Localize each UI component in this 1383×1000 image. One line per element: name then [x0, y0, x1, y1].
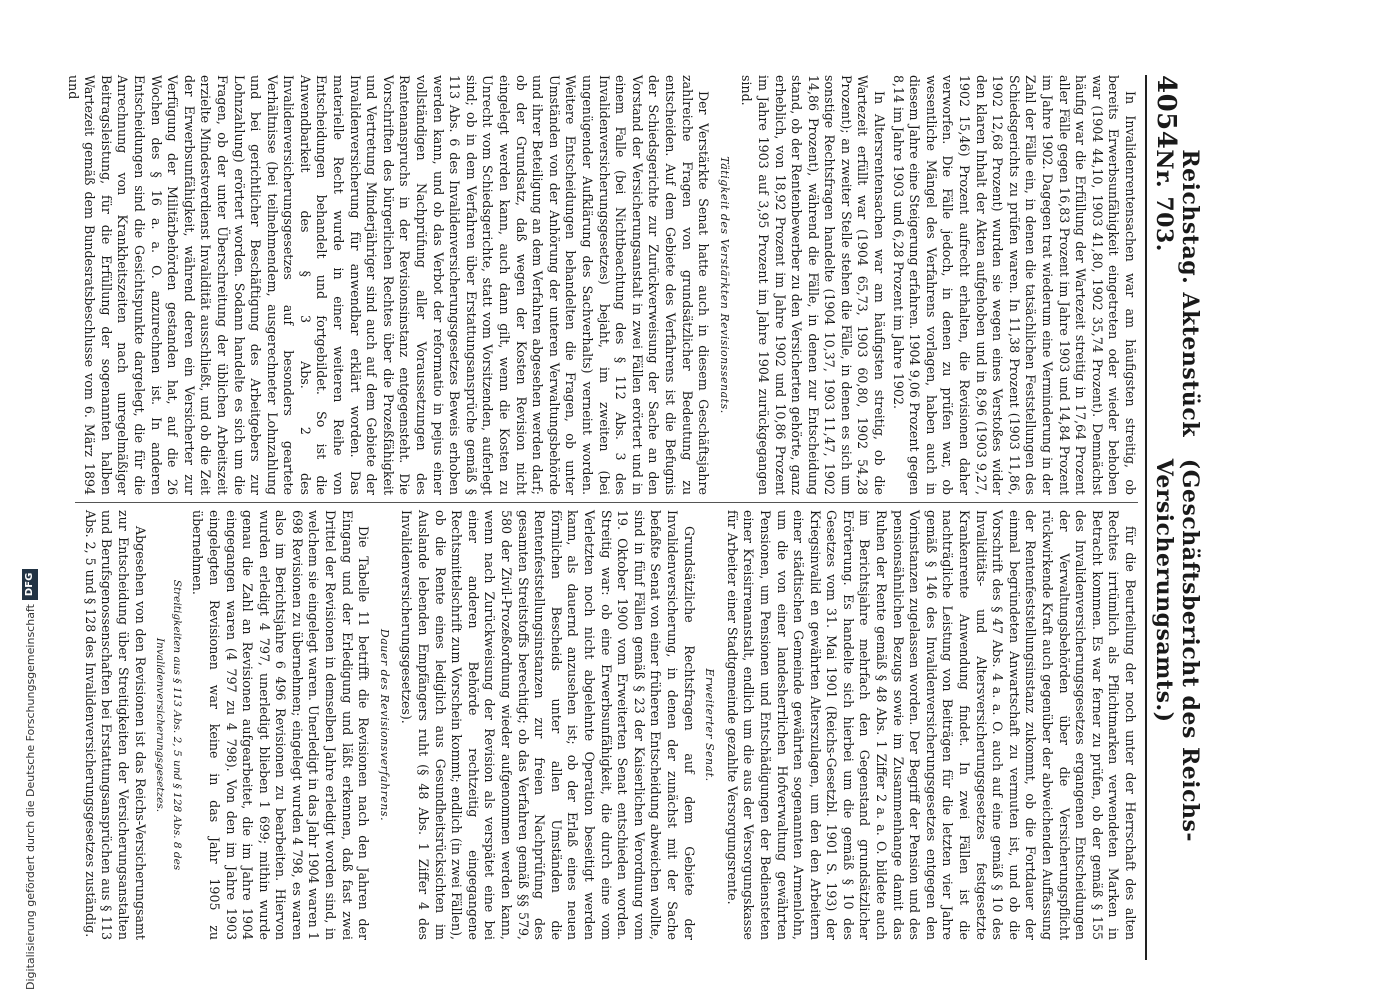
section-note: Streitigkeiten aus § 113 Abs. 2, 5 und § 128 Abs. 8 des Invalidenversicherungsgesetzes. [154, 579, 183, 871]
page-number: 4054 [1151, 75, 1181, 150]
paragraph: In Altersrentensachen war am häufigsten streitig, ob die Wartezeit erfüllt war (1904 65,73, 1903 60,80, 1902 54,28 Prozent); an zweiter Stelle stehen die Fälle, in denen es sich um sonstige Rechtsfragen handelte (1904 10,37, 1903 11,47, 1902 14,86 Prozent), während die Fälle, in denen zur Entscheidung stand, ob der Rentenbewerber zu den Versicherten gehörte, ganz erheblich, von 18,92 Prozent im Jahre 1902 und 10,86 Prozent im Jahre 1903 auf 3,95 Prozent im Jahre 1904 zurückgegangen sind. [739, 75, 888, 495]
digitization-credit [20, 0, 40, 990]
paragraph: In Invalidenrentensachen war am häufigsten streitig, ob bereits Erwerbsunfähigkeit eingetreten oder wieder behoben war (1904 44,10, 1903 41,80, 1902 35,74 Prozent). Demnächst häufig war die Erfüllung der Wartezeit streitig in 17,64 Prozent aller Fälle gegen 16,83 Prozent im Jahre 1903 und 14,84 Prozent im Jahre 1902. Dagegen trat wiederum eine Verminderung in der Zahl der Fälle ein, in denen die tatsächlichen Feststellungen des Schiedsgerichts zu prüfen waren. In 11,38 Prozent (1903 11,86, 1902 12,68 Prozent) wurden sie wegen eines Verstoßes wider den klaren Inhalt der Akten aufgehoben und in 8,96 (1903 9,27, 1902 15,46) Prozent aufrecht erhalten, die Revisionen daher verworfen. Die Fälle jedoch, in denen zu prüfen war, ob wesentliche Mängel des Verfahrens vorlagen, haben auch in diesem Jahre eine Steigerung erfahren. 1904 9,06 Prozent gegen 8,14 im Jahre 1903 und 6,28 Prozent im Jahre 1902. [890, 75, 1138, 495]
paragraph: Grundsätzliche Rechtsfragen auf dem Gebiete der Invalidenversicherung, in denen der zunächst mit der Sache befaßte Senat von einer früheren Entscheidung abweichen wollte, sind in fünf Fällen gemäß § 23 der Kaiserlichen Verordnung vom 19. Oktober 1900 vom Erweiterten Senat entschieden worden. Streitig war: ob eine Erwerbsunfähigkeit, die durch eine vom Verletzten noch nicht abgelehnte Operation beseitigt werden kann, als dauernd anzusehen ist; ob der Erlaß eines neuen förmlichen Bescheids unter allen Umständen die Rentenfeststellungsinstanzen zur freien Nachprüfung des gesamten Streitstoffs berechtigt; ob das Verfahren gemäß §§ 579, 580 der Zivil-Prozeßordnung wieder aufgenommen werden kann, wenn nach Zurückweisung der Revision als verspätet eine bei einer anderen Behörde rechtzeitig eingegangene Rechtsmittelschrift zum Vorschein kommt; endlich (in zwei Fällen), ob die Rente eines lediglich aus Gesundheitsrücksichten im Auslande lebenden Empfängers ruht (§ 48 Abs. 1 Ziffer 4 des Invalidenversicherungsgesetzes). [399, 510, 697, 940]
column-divider [75, 502, 1138, 503]
page-header [1145, 75, 1203, 960]
header-source: Reichstag. Aktenstück Nr. 703. [1151, 149, 1203, 438]
right-column [75, 510, 1138, 940]
paragraph: Die Tabelle 11 betrifft die Revisionen nach den Jahren der Eingang und der Erledigung und läßt erkennen, daß fast zwei Drittel der Revisionen in demselben Jahre erledigt worden sind, in welchem sie eingelegt waren. Unerledigt in das Jahr 1904 waren 1 698 Revisionen zu übernehmen; eingelegt wurden 4 798, es waren also im Berichtsjahre 6 496 Revisionen zu bearbeiten. Hiervon wurden erledigt 4 797, unerledigt blieben 1 699; mithin wurde genau die Zahl an Revisionen aufgearbeitet, die im Jahre 1904 eingegangen waren (4 797 zu 4 798). Von den im Jahre 1903 eingelegten Revisionen war keine in das Jahr 1905 zu übernehmen. [190, 510, 372, 940]
section-heading: Erweiterter Senat. [703, 668, 717, 782]
section-heading: Tätigkeit des Verstärkten Revisionssenats. [717, 156, 731, 414]
credit-text: Digitalisierung gefördert durch die Deutsche Forschungsgemeinschaft [23, 604, 37, 990]
dfg-logo-icon: DFG [22, 569, 38, 600]
paragraph: für die Beurteilung der noch unter der Herrschaft des alten Rechtes irrtümlich als Pflichtmarken verwendeten Marken in Betracht kommen. Es war ferner zu prüfen, ob der gemäß § 155 des Invalidenversicherungsgesetzes ergangenen Entscheidungen der Verwaltungsbehörden über die Versicherungspflicht rückwirkende Kraft auch gegenüber der abweichenden Auffassung der Rentenfeststellungsinstanz zukommt, ob die Fortdauer der einmal begründeten Anwartschaft zu vermuten ist, und ob die Vorschrift des § 47 Abs. 4 a. a. O. auch auf eine gemäß § 10 des Invaliditäts- und Altersversicherungsgesetzes festgesetzte Krankenrente Anwendung findet. In zwei Fällen ist die nachträgliche Leistung von Beiträgen für die letzten vier Jahre gemäß § 146 des Invalidenversicherungsgesetzes entgegen den Vorinstanzen zugelassen worden. Der Begriff der Pension und des pensionsähnlichen Bezugs sowie im Zusammenhange damit das Ruhen der Rente gemäß § 48 Abs. 1 Ziffer 2 a. a. O. bildete auch im Berichtsjahre mehrfach den Gegenstand grundsätzlicher Erörterung. Es handelte sich hierbei um die gemäß § 10 des Gesetzes vom 31. Mai 1901 (Reichs-Gesetzbl. 1901 S. 193) der Kriegsinvalid en gewährten Alterszulagen, um den den Arbeitern einer städtischen Gemeinde gewährten sogenannten Armenlohn, um die von einer landesherrlichen Hofverwaltung gewährten Pensionen, um Pensionen und Entschädigungen der Bediensteten einer Kreisirrenanstalt, endlich um die aus der Versorgungskasse für Arbeiter einer Stadtgemeinde gezahlte Versorgungsrente. [724, 510, 1138, 940]
section-heading: Dauer des Revisionsverfahrens. [377, 628, 391, 822]
header-title: (Geschäftsbericht des Reichs-Versicherungsamts.) [1151, 458, 1203, 843]
paragraph: Der Verstärkte Senat hatte auch in diesem Geschäftsjahre zahlreiche Fragen von grundsätzlicher Bedeutung zu entscheiden. Auf dem Gebiete des Verfahrens ist die Befugnis der Schiedsgerichte zur Zurückverweisung der Sache an den Vorstand der Versicherungsanstalt in zwei Fällen erörtert und in einem Falle (bei Nichtbeachtung des § 112 Abs. 3 des Invalidenversicherungsgesetzes) bejaht, im zweiten (bei ungenügender Aufklärung des Sachverhalts) verneint worden. Weitere Entscheidungen behandelten die Fragen, ob unter Umständen von der Anhörung der unteren Verwaltungsbehörde und ihrer Beteiligung an dem Verfahren abgesehen werden darf; ob der Grundsatz, daß wegen der Kosten Revision nicht eingelegt werden kann, auch dann gilt, wenn die Kosten zu Unrecht vom Schiedsgerichte, statt vom Vorsitzenden, auferlegt sind; ob in dem Verfahren über Erstattungsansprüche gemäß § 113 Abs. 6 des Invalidenversicherungsgesetzes Beweis erhoben werden kann, und ob das Verbot der reformatio in pejus einer vollständigen Nachprüfung aller Voraussetzungen des Rentenanspruchs in der Revisionsinstanz entgegensteht. Die Vorschriften des bürgerlichen Rechtes über die Prozeßfähigkeit und Vertretung Minderjähriger sind auch auf dem Gebiete der Invalidenversicherung für anwendbar erklärt worden. Das materielle Recht wurde in einer weiteren Reihe von Entscheidungen behandelt und fortgebildet. So ist die Anwendbarkeit des § 3 Abs. 2 des Invalidenversicherungsgesetzes auf besonders geartete Verhältnisse (bei teilnehmendem, ausgerechneter Lohnzahlung und bei gerichtlicher Beschäftigung des Arbeitgebers zur Lohnzahlung) erörtert worden. Sodann handelte es sich um die Fragen, ob der unter Überschreitung der üblichen Arbeitszeit erzielte Mindestverdienst Invalidität ausschließt, und ob die Zeit der Erwerbsunfähigkeit, während deren ein Versicherter zur Verfügung der Militärbehörden gestanden hat, auf die 26 Wochen des § 16 a. a. O. anzurechnen ist. In anderen Entscheidungen sind die Gesichtspunkte dargelegt, die für die Anrechnung von Krankheitszeiten nach unregelmäßiger Beitragsleistung, für die Erfüllung der sogenannten halben Wartezeit gemäß dem Bundesratsbeschlusse vom 6. März 1894 und [65, 75, 712, 495]
paragraph: Abgesehen von den Revisionen ist das Reichs-Versicherungsamt zur Entscheidung über Streitigkeiten der Versicherungsanstalten und Berufsgenossenschaften bei Erstattungsansprüchen aus § 113 Abs. 2, 5 und § 128 des Invalidenversicherungsgesetzes zuständig. [82, 510, 148, 940]
left-column [65, 75, 1138, 495]
